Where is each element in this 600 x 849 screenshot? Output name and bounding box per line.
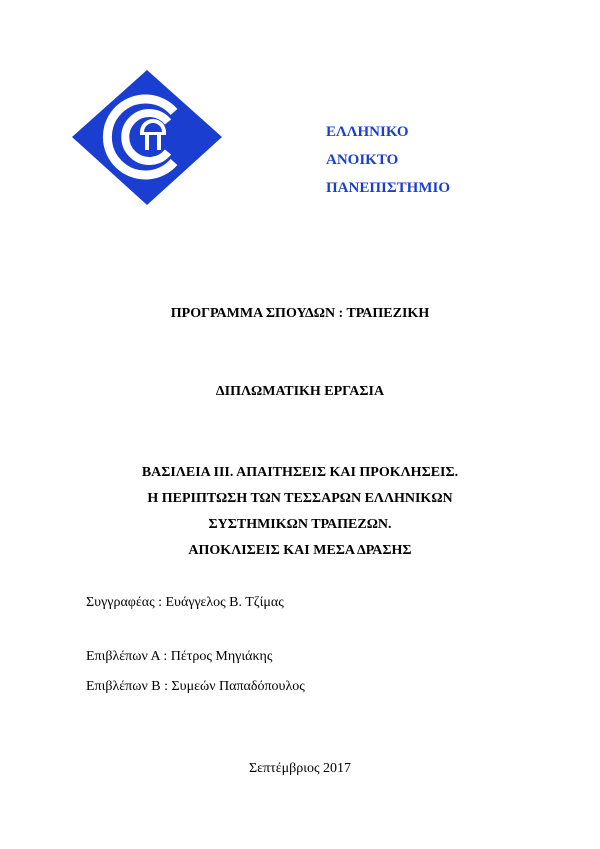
thesis-title xyxy=(0,460,600,564)
university-name-line: ΑΝΟΙΚΤΟ xyxy=(326,152,399,168)
thesis-title-line: ΣΥΣΤΗΜΙΚΩΝ ΤΡΑΠΕΖΩΝ. xyxy=(208,517,392,532)
thesis-title-line: ΒΑΣΙΛΕΙΑ ΙΙΙ. ΑΠΑΙΤΗΣΕΙΣ ΚΑΙ ΠΡΟΚΛΗΣΕΙΣ. xyxy=(141,465,459,480)
program-of-study: ΠΡΟΓΡΑΜΜΑ ΣΠΟΥΔΩΝ : ΤΡΑΠΕΖΙΚΗ xyxy=(170,306,430,321)
university-name xyxy=(326,118,450,202)
document-type: ΔΙΠΛΩΜΑΤΙΚΗ ΕΡΓΑΣΙΑ xyxy=(215,384,385,399)
thesis-title-line: ΑΠΟΚΛΙΣΕΙΣ ΚΑΙ ΜΕΣΑ ΔΡΑΣΗΣ xyxy=(188,543,412,558)
university-name-line: ΠΑΝΕΠΙΣΤΗΜΙΟ xyxy=(326,180,450,196)
date: Σεπτέμβριος 2017 xyxy=(248,761,352,776)
author: Συγγραφέας : Ευάγγελος Β. Τζίμας xyxy=(86,595,284,610)
university-logo xyxy=(72,70,222,205)
thesis-title-line: Η ΠΕΡΙΠΤΩΣΗ ΤΩΝ ΤΕΣΣΑΡΩΝ ΕΛΛΗΝΙΚΩΝ xyxy=(147,491,453,506)
university-name-line: ΕΛΛΗΝΙΚΟ xyxy=(326,124,409,140)
university-logo-icon xyxy=(72,70,222,205)
supervisor-a: Επιβλέπων Α : Πέτρος Μηγιάκης xyxy=(86,649,273,664)
supervisor-b: Επιβλέπων Β : Συμεών Παπαδόπουλος xyxy=(86,679,305,694)
